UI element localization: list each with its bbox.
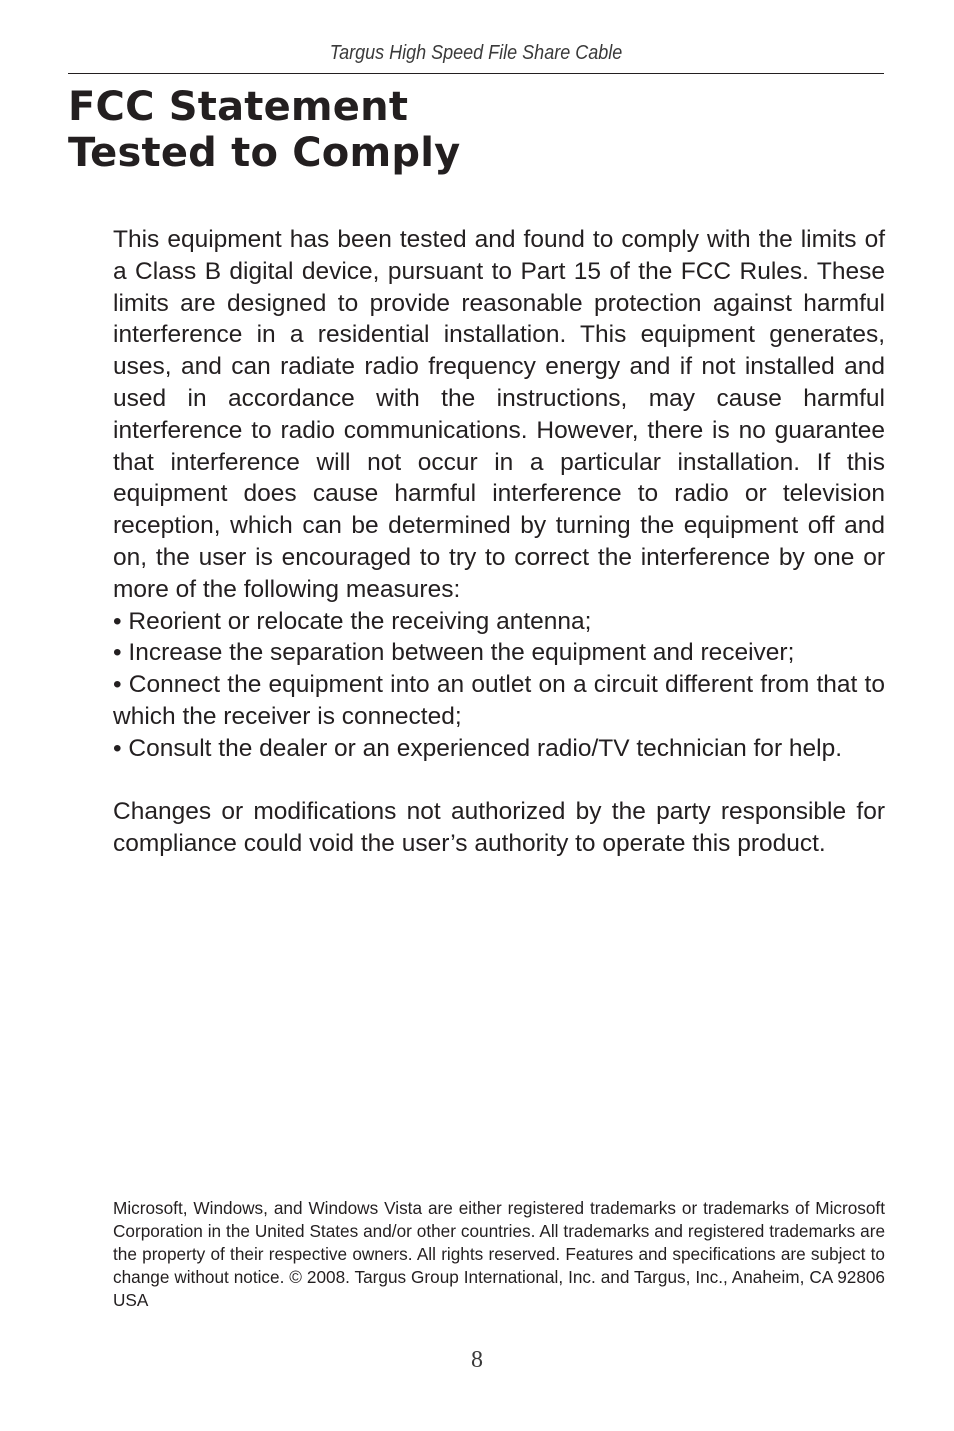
measures-list [113,606,885,765]
intro-paragraph: This equipment has been tested and found to comply with the limits of a Class B digital device, pursuant to Part 15 of the FCC Rules. These limits are designed to provide reasonable protection against harmful interference in a residential installation. This equipment generates, uses, and can radiate radio frequency energy and if not installed and used in accordance with the instructions, may cause harmful interference to radio communications. However, there is no guarantee that interference will not occur in a particular installation. If this equipment does cause harmful interference to radio or television reception, which can be determined by turning the equipment off and on, the user is encouraged to try to correct the interference by one or more of the following measures: [113,226,885,603]
running-header: Targus High Speed File Share Cable [329,42,623,64]
paragraph-spacer [113,765,885,797]
measure-item: • Reorient or relocate the receiving antenna; [113,607,592,635]
measure-item: • Increase the separation between the equipment and receiver; [113,639,795,667]
measure-item: • Connect the equipment into an outlet on a circuit different from that to which the receiver is connected; [113,671,885,730]
fcc-statement-body [113,224,885,860]
header-divider [68,73,884,74]
page-title-line-2: Tested to Comply [68,130,461,176]
page-title [68,84,460,176]
measure-item: • Consult the dealer or an experienced radio/TV technician for help. [113,734,843,762]
trademark-footnote: Microsoft, Windows, and Windows Vista are either registered trademarks or trademarks of Microsoft Corporation in the United States and/or other countries. All trademarks and registered trademarks are the property of their respective owners. All rights reserved. Features and specifications are subject to change without notice. © 2008. Targus Group International, Inc. and Targus, Inc., Anaheim, CA 92806 USA [113,1198,885,1310]
changes-paragraph: Changes or modifications not authorized by the party responsible for compliance could void the user’s authority to operate this product. [113,798,885,858]
page-title-line-1: FCC Statement [68,84,409,130]
page-number: 8 [471,1347,483,1373]
